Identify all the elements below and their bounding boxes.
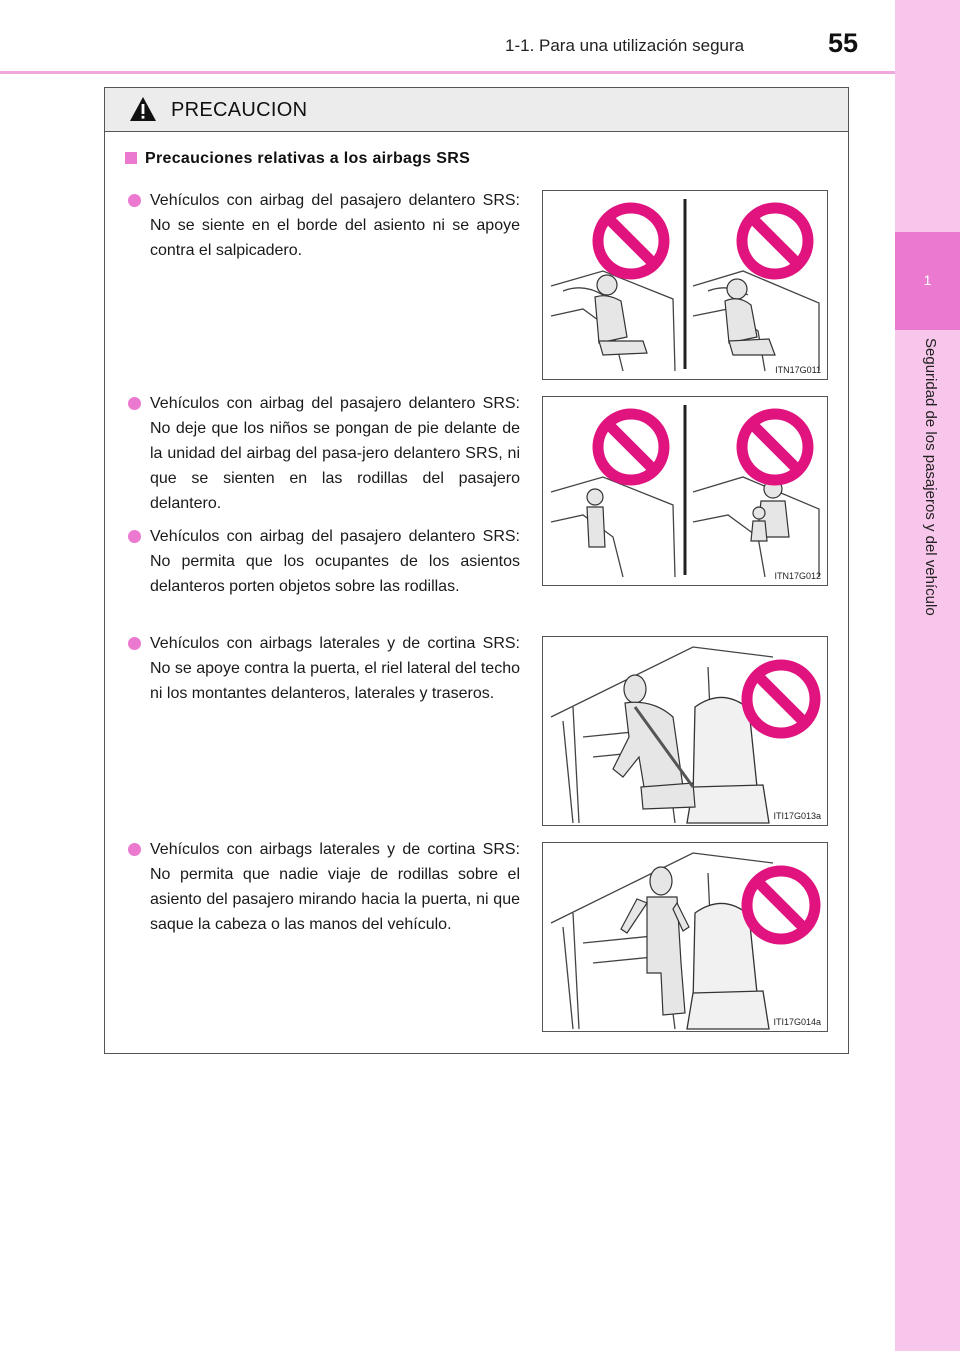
caution-item — [128, 524, 520, 599]
car-interior-illustration — [543, 637, 827, 825]
caution-subheading — [125, 150, 470, 168]
illustration-code: ITN17G012 — [774, 571, 821, 581]
caution-box — [104, 87, 849, 1054]
subheading-text: Precauciones relativas a los airbags SRS — [145, 150, 471, 167]
bullet-dot-icon — [128, 397, 141, 410]
illustration-code: ITN17G011 — [775, 365, 821, 375]
caution-item — [128, 188, 520, 263]
bullet-dot-icon — [128, 194, 141, 207]
bullet-dot-icon — [128, 637, 141, 650]
header-divider — [0, 71, 895, 74]
page-number: 55 — [828, 28, 859, 58]
bullet-dot-icon — [128, 530, 141, 543]
illustration-leaning-against-door — [542, 636, 828, 826]
chapter-number: 1 — [923, 272, 932, 288]
illustration-code: ITI17G013a — [773, 811, 821, 821]
caution-item-text: Vehículos con airbags laterales y de cortina SRS: No se apoye contra la puerta, el riel lateral del techo ni los montantes delanteros, laterales y traseros. — [150, 635, 520, 702]
chapter-side-tab — [895, 0, 960, 1351]
side-tab-upper — [895, 0, 960, 232]
caution-item-text: Vehículos con airbag del pasajero delantero SRS: No permita que los ocupantes de los asientos delanteros porten objetos sobre las rodillas. — [150, 528, 520, 595]
caution-item — [128, 391, 520, 516]
section-title: 1-1. Para una utilización segura — [505, 36, 745, 55]
caution-title: PRECAUCION — [171, 99, 308, 121]
illustration-passenger-leaning-dashboard — [542, 190, 828, 380]
caution-item-text: Vehículos con airbag del pasajero delantero SRS: No deje que los niños se pongan de pie delante de la unidad del airbag del pasa-jero delantero SRS, ni que se sienten en las rodillas del pasajero delantero. — [150, 395, 520, 512]
illustration-code: ITI17G014a — [773, 1017, 821, 1027]
bullet-dot-icon — [128, 843, 141, 856]
square-bullet-icon — [125, 152, 137, 164]
car-interior-illustration — [543, 191, 827, 379]
illustration-child-standing-front — [542, 396, 828, 586]
warning-triangle-icon — [129, 96, 157, 122]
caution-header — [105, 88, 848, 132]
caution-item — [128, 837, 520, 937]
caution-item — [128, 631, 520, 706]
chapter-marker — [895, 232, 960, 330]
car-interior-illustration — [543, 843, 827, 1031]
car-interior-illustration — [543, 397, 827, 585]
illustration-kneeling-facing-door — [542, 842, 828, 1032]
chapter-label: Seguridad de los pasajeros y del vehículo — [922, 338, 939, 616]
caution-item-text: Vehículos con airbags laterales y de cortina SRS: No permita que nadie viaje de rodillas sobre el asiento del pasajero mirando hacia la puerta, ni que saque la cabeza o las manos del vehículo. — [150, 841, 520, 933]
caution-item-text: Vehículos con airbag del pasajero delantero SRS: No se siente en el borde del asiento ni se apoye contra el salpicadero. — [150, 192, 520, 259]
